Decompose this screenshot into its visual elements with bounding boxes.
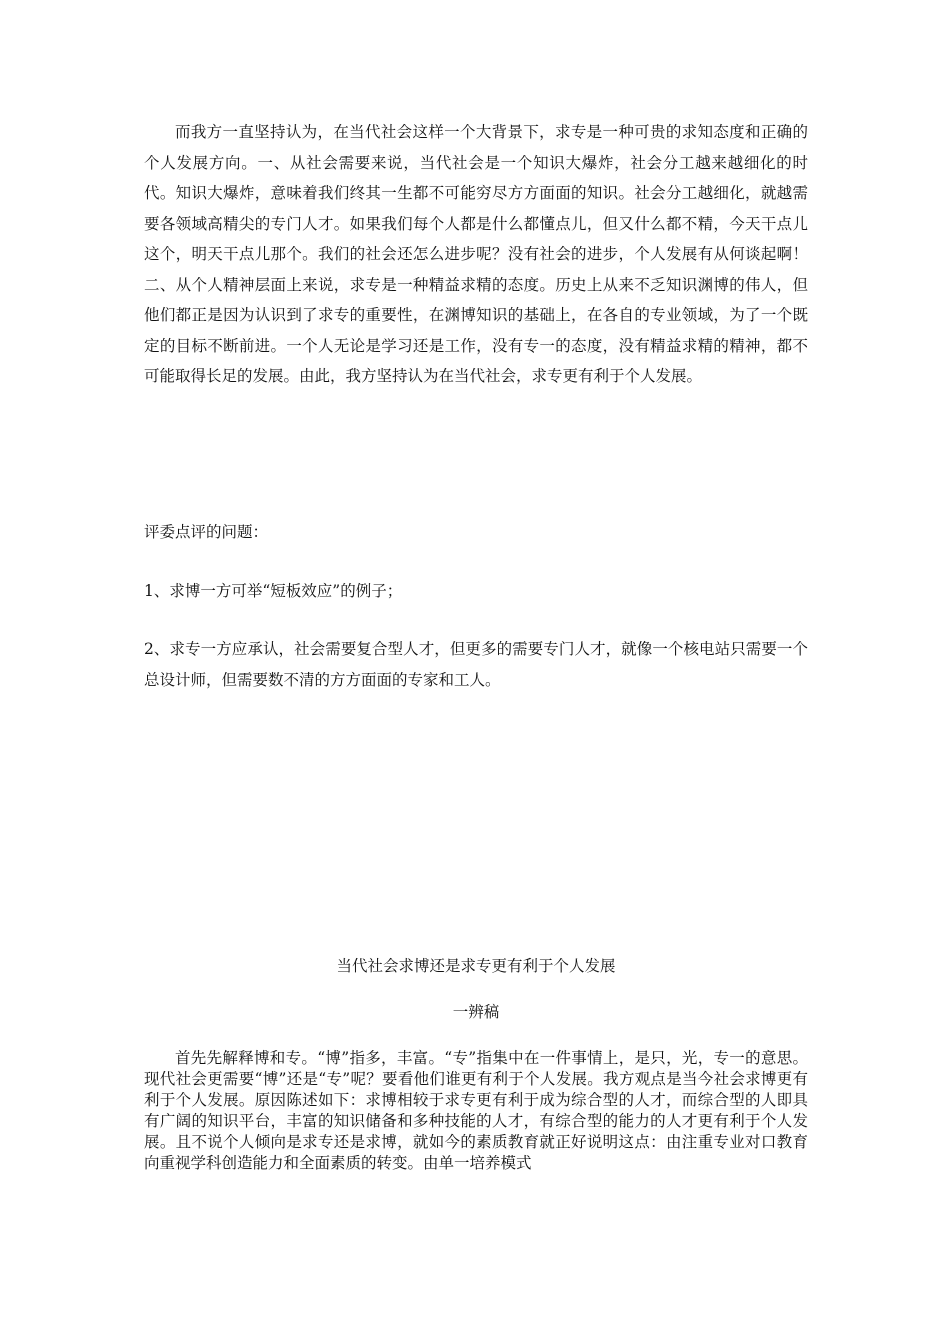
debate-title: 当代社会求博还是求专更有利于个人发展 xyxy=(336,957,616,975)
judge-comment-1: 1、求博一方可举“短板效应”的例子； xyxy=(144,582,403,600)
debate-subtitle: 一辨稿 xyxy=(452,1003,500,1021)
argument-paragraph: 而我方一直坚持认为，在当代社会这样一个大背景下，求专是一种可贵的求知态度和正确的个人发展方向。一、从社会需要来说，当代社会是一个知识大爆炸，社会分工越来越细化的时代。知识大爆炸，意味着我们终其一生都不可能穷尽方方面面的知识。社会分工越细化，就越需要各领域高精尖的专门人才。如果我们每个人都是什么都懂点儿，但又什么都不精，今天干点儿这个，明天干点儿那个。我们的社会还怎么进步呢？没有社会的进步，个人发展有从何谈起啊！二、从个人精神层面上来说，求专是一种精益求精的态度。历史上从来不乏知识渊博的伟人，但他们都正是因为认识到了求专的重要性，在渊博知识的基础上，在各自的专业领域，为了一个既定的目标不断前进。一个人无论是学习还是工作，没有专一的态度，没有精益求精的精神，都不可能取得长足的发展。由此，我方坚持认为在当代社会，求专更有利于个人发展。 xyxy=(144,123,808,385)
judges-comments-heading: 评委点评的问题： xyxy=(144,523,269,541)
judge-comment-2: 2、求专一方应承认，社会需要复合型人才，但更多的需要专门人才，就像一个核电站只需要一个总设计师，但需要数不清的方方面面的专家和工人。 xyxy=(144,640,808,689)
opening-statement-paragraph: 首先先解释博和专。“博”指多，丰富。“专”指集中在一件事情上，是只，光，专一的意思。现代社会更需要“博”还是“专”呢？要看他们谁更有利于个人发展。我方观点是当今社会求博更有利于个人发展。原因陈述如下：求博相较于求专更有利于成为综合型的人才，而综合型的人即具有广阔的知识平台，丰富的知识储备和多种技能的人才，有综合型的能力的人才更有利于个人发展。且不说个人倾向是求专还是求博，就如今的素质教育就正好说明这点：由注重专业对口教育向重视学科创造能力和全面素质的转变。由单一培养模式 xyxy=(144,1049,808,1172)
